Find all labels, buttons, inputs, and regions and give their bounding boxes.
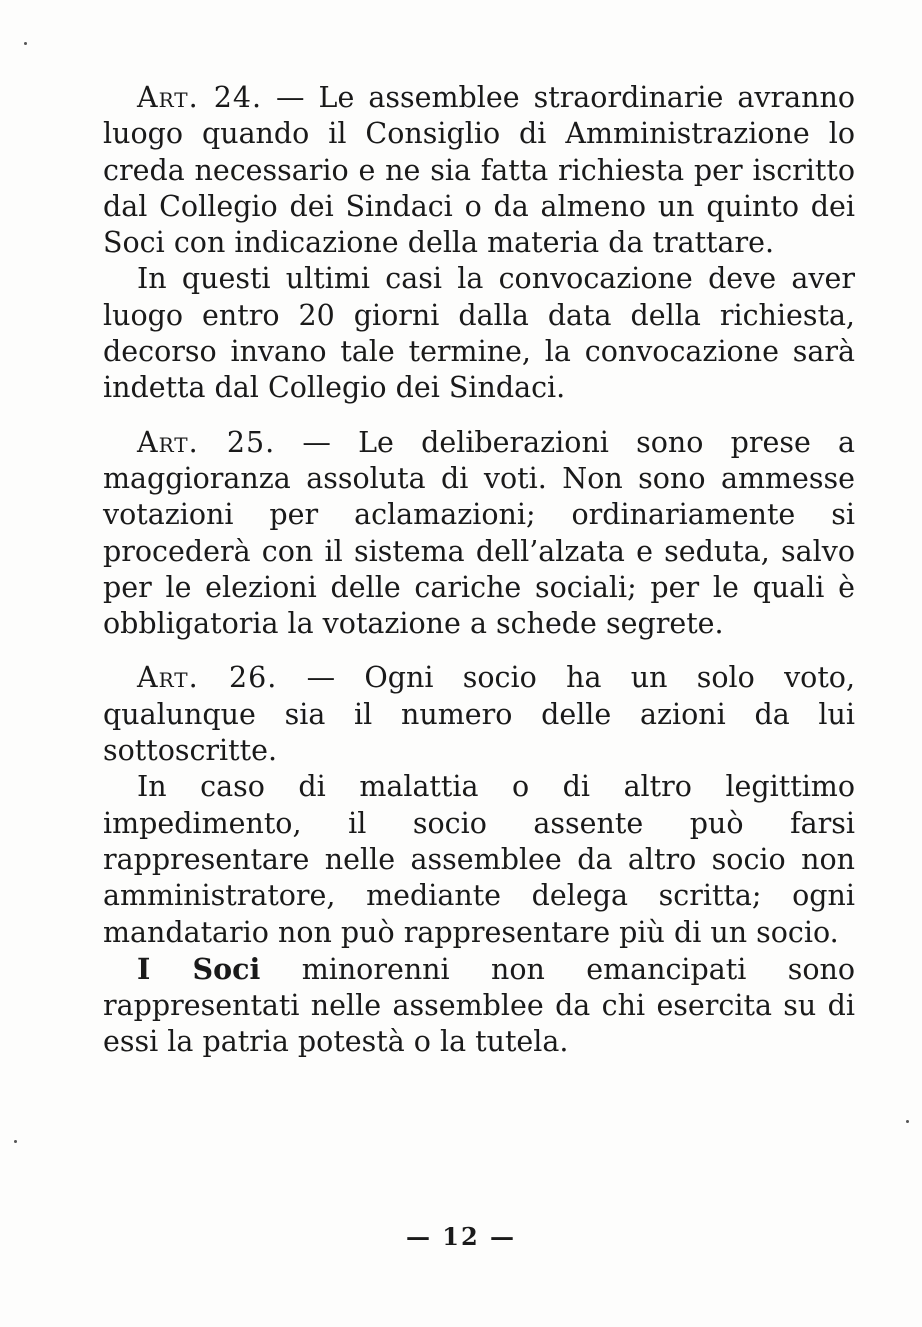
article-26-paragraph-1: [103, 660, 855, 769]
final-paragraph-text: minorenni non emancipati sono rappresentati nelle assemblee da chi esercita su di essi la patria potestà o la tutela.: [103, 952, 856, 1059]
article-25-label: Art. 25.: [137, 425, 276, 459]
article-24-text-1: — Le assemblee straordinarie avranno luogo quando il Consiglio di Amministrazione lo creda necessario e ne sia fatta richiesta per iscritto dal Collegio dei Sindaci o da almeno un quinto dei Soci con indicazione della materia da trattare.: [103, 81, 855, 260]
article-24-paragraph-2: [103, 261, 855, 406]
scan-speck: [14, 1140, 17, 1143]
article-26-paragraph-3: [103, 951, 855, 1061]
article-24-label: Art. 24.: [137, 81, 263, 114]
page-number: — 12 —: [405, 1222, 517, 1251]
article-25-text-1: — Le deliberazioni sono prese a maggioranza assoluta di voti. Non sono ammesse votazioni per aclamazioni; ordinariamente si procederà con il sistema dell’alzata e seduta, salvo per le elezioni delle cariche sociali; per le quali è obbligatoria la votazione a schede segrete.: [103, 425, 856, 641]
article-24-paragraph-1: [103, 80, 855, 261]
article-26-text-2: In caso di malattia o di altro legittimo impedimento, il socio assente può farsi rappresentare nelle assemblee da altro socio non amministratore, mediante delega scritta; ogni mandatario non può rappresentare più di un socio.: [103, 770, 855, 949]
article-26-label: Art. 26.: [137, 661, 278, 695]
body-text: [103, 80, 855, 1061]
scan-speck: [24, 42, 27, 45]
final-paragraph-lead: I Soci: [137, 951, 261, 986]
scan-speck: [906, 1120, 909, 1123]
article-26-paragraph-2: [103, 769, 855, 950]
article-24-text-2: In questi ultimi casi la convocazione deve aver luogo entro 20 giorni dalla data della richiesta, decorso invano tale termine, la convocazione sarà indetta dal Collegio dei Sindaci.: [103, 262, 855, 405]
article-26-text-1: — Ogni socio ha un solo voto, qualunque sia il numero delle azioni da lui sottoscritte.: [103, 661, 856, 768]
article-25-paragraph-1: [103, 425, 855, 643]
